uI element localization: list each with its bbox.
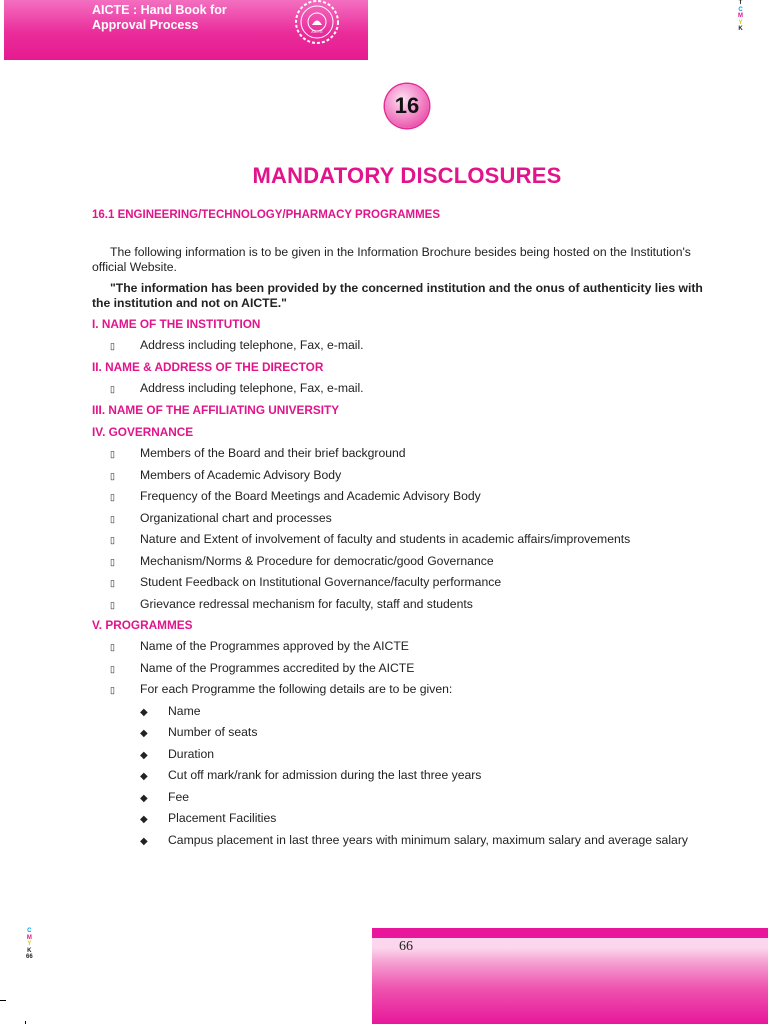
bullet-icon: ▯ [110,492,115,502]
chapter-number-badge: 16 [385,84,429,128]
reg-mark-m: M [738,13,743,19]
sub-list-item: ◆ Campus placement in last three years with minimum salary, maximum salary and average salary [140,833,688,847]
list-item: ▯ Frequency of the Board Meetings and Academic Advisory Body [110,489,481,503]
list-item: ▯ Name of the Programmes accredited by the AICTE [110,661,415,675]
reg-mark-k: K [27,947,32,954]
reg-mark-y: Y [27,941,32,947]
svg-text:AICTE: AICTE [311,29,323,34]
disclaimer-paragraph: "The information has been provided by the concerned institution and the onus of authenticity lies with the institution and not on AICTE." [92,281,703,310]
list-item: ▯ Members of Academic Advisory Body [110,468,342,482]
list-item: ▯ Mechanism/Norms & Procedure for democratic/good Governance [110,554,494,568]
diamond-icon: ◆ [140,771,148,782]
list-item: ▯ Name of the Programmes approved by the AICTE [110,639,409,653]
registration-marks-bottom [26,928,33,961]
sub-list-item: ◆ Cut off mark/rank for admission during the last three years [140,768,482,782]
bullet-icon: ▯ [110,384,115,394]
list-item: ▯ Grievance redressal mechanism for faculty, staff and students [110,597,473,611]
heading-institution: I. NAME OF THE INSTITUTION [92,317,261,331]
sub-list-item: ◆ Duration [140,747,215,761]
sub-list-item: ◆ Number of seats [140,725,258,739]
reg-mark-m: M [26,934,32,941]
heading-director: II. NAME & ADDRESS OF THE DIRECTOR [92,360,324,374]
header-line-1: AICTE : Hand Book for [92,3,227,17]
intro-paragraph: The following information is to be given in the Information Brochure besides being hosted on the Institution's official Website. [92,245,691,274]
list-item: ▯ Organizational chart and processes [110,511,332,525]
bullet-icon: ▯ [110,341,115,351]
reg-mark-k: K [738,26,743,32]
list-item: ▯ Members of the Board and their brief background [110,446,406,460]
reg-mark-c: C [738,6,743,13]
list-item: ▯ For each Programme the following details are to be given: [110,682,453,696]
reg-mark-c: C [27,928,32,934]
diamond-icon: ◆ [140,707,148,718]
bullet-icon: ▯ [110,600,115,610]
bullet-icon: ▯ [110,557,115,567]
footer-band [372,928,768,1024]
reg-mark-t: T [738,0,743,6]
bullet-icon: ▯ [110,685,115,695]
bullet-icon: ▯ [110,578,115,588]
reg-mark-page: 66 [26,954,33,960]
diamond-icon: ◆ [140,793,148,804]
sub-list-item: ◆ Name [140,704,201,718]
diamond-icon: ◆ [140,814,148,825]
page-title: MANDATORY DISCLOSURES [252,163,562,188]
heading-university: III. NAME OF THE AFFILIATING UNIVERSITY [92,403,340,417]
bullet-icon: ▯ [110,535,115,545]
sub-list-item: ◆ Placement Facilities [140,811,277,825]
header-title [92,3,227,33]
diamond-icon: ◆ [140,728,148,739]
list-item: ▯ Address including telephone, Fax, e-mail. [110,381,364,395]
section-title: 16.1 ENGINEERING/TECHNOLOGY/PHARMACY PROGRAMMES [92,209,441,221]
list-item: ▯ Address including telephone, Fax, e-mail. [110,338,364,352]
bullet-icon: ▯ [110,642,115,652]
registration-marks-top [738,0,743,33]
heading-programmes: V. PROGRAMMES [92,618,193,632]
bullet-icon: ▯ [110,514,115,524]
reg-mark-y: Y [738,19,743,26]
crop-mark [0,1000,6,1001]
heading-governance: IV. GOVERNANCE [92,425,194,439]
diamond-icon: ◆ [140,750,148,761]
list-item: ▯ Nature and Extent of involvement of faculty and students in academic affairs/improvements [110,532,631,546]
header-line-2: Approval Process [92,18,199,32]
bullet-icon: ▯ [110,664,115,674]
page-number: 66 [399,939,413,954]
bullet-icon: ▯ [110,471,115,481]
aicte-seal-icon [290,0,344,46]
list-item: ▯ Student Feedback on Institutional Governance/faculty performance [110,575,502,589]
diamond-icon: ◆ [140,836,148,847]
sub-list-item: ◆ Fee [140,790,190,804]
bullet-icon: ▯ [110,449,115,459]
